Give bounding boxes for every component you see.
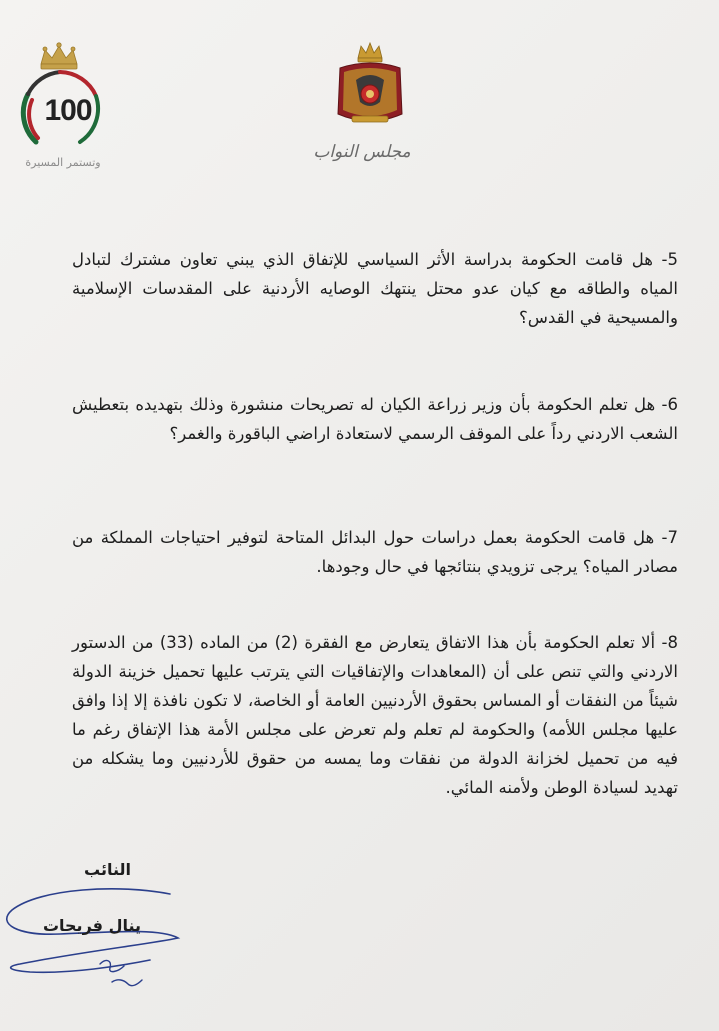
question-7: 7- هل قامت الحكومة بعمل دراسات حول البدائل المتاحة لتوفير احتياجات المملكة من مصادر المياه؟ يرجى تزويدي بنتائجها في حال وجودها.	[72, 528, 678, 576]
emblem-caption: مجلس النواب	[313, 142, 411, 162]
coat-of-arms-icon	[330, 40, 410, 130]
centenary-tagline: وتستمر المسيرة	[25, 156, 101, 169]
centenary-crown-icon	[8, 38, 118, 158]
signatory-title: النائب	[84, 860, 131, 879]
handwritten-signature	[0, 880, 190, 1000]
question-6: 6- هل تعلم الحكومة بأن وزير زراعة الكيان له تصريحات منشورة وذلك بتهديده بتعطيش الشعب الاردني رداً على الموقف الرسمي لاستعادة اراضي الباقورة والغمر؟	[72, 395, 678, 443]
signatory-name: ينال فريحات	[42, 916, 141, 935]
parliament-emblem	[330, 40, 410, 130]
centenary-number: 100	[44, 94, 92, 127]
centenary-logo	[8, 38, 118, 178]
question-5: 5- هل قامت الحكومة بدراسة الأثر السياسي للإتفاق الذي يبني تعاون مشترك لتبادل المياه والطاقه مع كيان عدو محتل ينتهك الوصايه الأردنية على المقدسات الإسلامية والمسيحية في القدس؟	[72, 250, 678, 327]
question-8: 8- ألا تعلم الحكومة بأن هذا الاتفاق يتعارض مع الفقرة (2) من الماده (33) من الدستور الاردني والتي تنص على أن (المعاهدات والإتفاقيات التي يترتب عليها تحميل خزينة الدولة شيئاً من النفقات أو المساس بحقوق الأردنيين العامة أو الخاصة، لا تكون نافذة إلا إذا وافق عليها مجلس اللأمه) والحكومة لم تعلم ولم تعرض على مجلس الأمة هذا الإتفاق رغم ما فيه من تحميل لخزانة الدولة من نفقات وما يمسه من حقوق للأردنيين وما يشكله من تهديد لسيادة الوطن ولأمنه المائي.	[72, 633, 678, 797]
